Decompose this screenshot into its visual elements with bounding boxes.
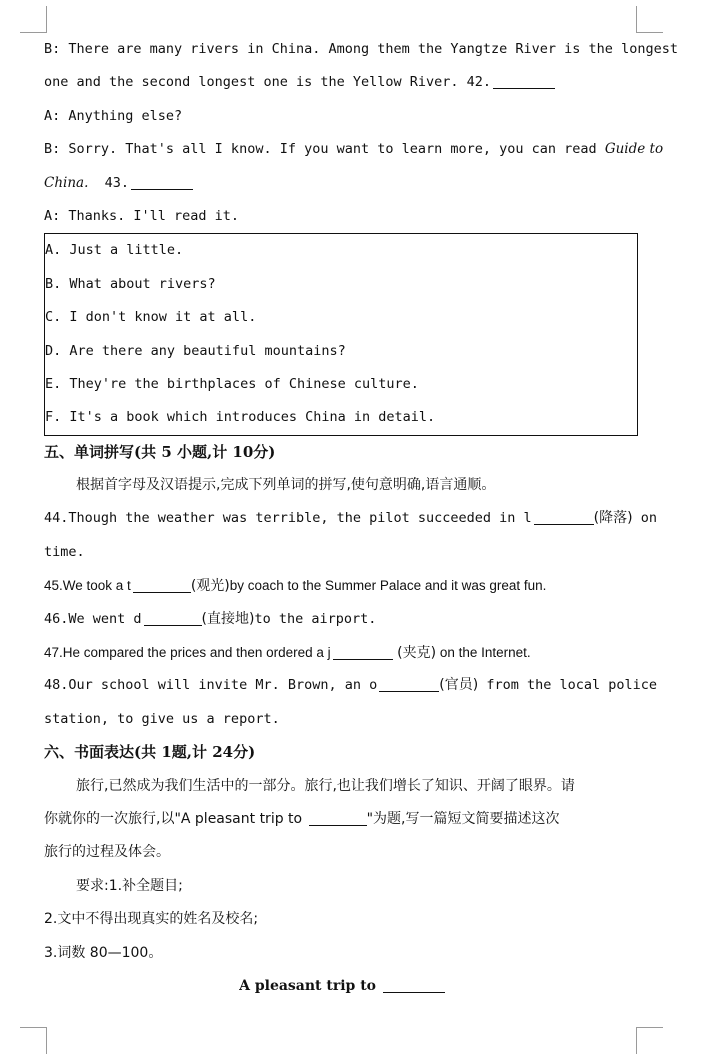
question-44: [44, 502, 657, 535]
question-text: 46.We went d: [44, 610, 142, 627]
chinese-hint: (降落): [593, 510, 633, 527]
chinese-hint: (夹克): [392, 645, 437, 662]
answer-blank-46[interactable]: [144, 611, 202, 626]
question-text: 44.Though the weather was terrible, the pilot succeeded in l: [44, 510, 532, 527]
crop-mark-bottom-right: [636, 1027, 663, 1054]
dialogue-text: B: Sorry. That's all I know. If you want to learn more, you can read: [44, 141, 605, 158]
section6-paragraph: [44, 803, 640, 836]
dialogue-line: [44, 167, 640, 200]
question-text: by coach to the Summer Palace and it was great fun.: [229, 578, 547, 594]
essay-title-text: A pleasant trip to: [239, 977, 377, 994]
paragraph-text: 你就你的一次旅行,以"A pleasant trip to: [44, 810, 307, 827]
answer-blank-48[interactable]: [379, 678, 439, 693]
requirement-3: 3.词数 80—100。: [44, 944, 163, 961]
section5-heading: 五、单词拼写(共 5 小题,计 10分): [44, 442, 276, 461]
essay-title: [44, 970, 640, 1003]
dialogue-line: B: There are many rivers in China. Among them the Yangtze River is the longest: [44, 41, 678, 57]
question-48-cont: station, to give us a report.: [44, 710, 280, 727]
options-box: [44, 233, 638, 435]
dialogue-line: [44, 133, 664, 166]
question-45: [44, 569, 640, 602]
chinese-hint: (直接地): [201, 610, 255, 627]
question-text: 47.He compared the prices and then ordered a j: [44, 645, 331, 661]
paragraph-text: "为题,写一篇短文简要描述这次: [366, 810, 560, 827]
option-item: D. Are there any beautiful mountains?: [45, 342, 346, 359]
title-blank[interactable]: [309, 811, 367, 826]
answer-blank-45[interactable]: [133, 579, 191, 594]
dialogue-line: A: Thanks. I'll read it.: [44, 207, 240, 224]
exam-page: [44, 33, 678, 1003]
question-48: [44, 669, 657, 702]
question-46: [44, 603, 640, 636]
answer-blank-44[interactable]: [534, 511, 594, 526]
question-text: 48.Our school will invite Mr. Brown, an o: [44, 677, 378, 694]
question-44-cont: time.: [44, 543, 85, 560]
option-item: C. I don't know it at all.: [45, 309, 257, 326]
option-item: F. It's a book which introduces China in detail.: [45, 409, 436, 426]
option-item: B. What about rivers?: [45, 275, 216, 292]
dialogue-line: [44, 66, 640, 99]
dialogue-text: 43.: [104, 174, 130, 191]
question-text: on: [632, 510, 657, 527]
dialogue-line: A: Anything else?: [44, 107, 183, 124]
section6-paragraph: 旅行,已然成为我们生活中的一部分。旅行,也让我们增长了知识、开阔了眼界。请: [76, 777, 575, 794]
section6-paragraph: 旅行的过程及体会。: [44, 844, 170, 861]
answer-blank-47[interactable]: [333, 646, 393, 661]
question-47: [44, 636, 640, 669]
crop-mark-top-left: [20, 6, 47, 33]
answer-blank-42[interactable]: [493, 75, 555, 90]
question-text: from the local police: [478, 677, 657, 694]
book-title: China.: [44, 174, 89, 191]
question-text: on the Internet.: [436, 645, 531, 661]
section5-instruction: 根据首字母及汉语提示,完成下列单词的拼写,使句意明确,语言通顺。: [76, 477, 496, 494]
requirement-1: 要求:1.补全题目;: [76, 877, 183, 894]
dialogue-text: one and the second longest one is the Yellow River. 42.: [44, 74, 492, 91]
requirement-2: 2.文中不得出现真实的姓名及校名;: [44, 911, 259, 928]
crop-mark-top-right: [636, 6, 663, 33]
question-text: 45.We took a t: [44, 578, 131, 594]
chinese-hint: (官员): [439, 677, 479, 694]
answer-blank-43[interactable]: [131, 175, 193, 190]
crop-mark-bottom-left: [20, 1027, 47, 1054]
section6-heading: 六、书面表达(共 1题,计 24分): [44, 743, 256, 762]
option-item: E. They're the birthplaces of Chinese culture.: [45, 375, 419, 392]
book-title: Guide to: [604, 141, 664, 158]
question-text: to the airport.: [254, 610, 377, 627]
chinese-hint: (观光): [190, 578, 230, 595]
essay-title-blank[interactable]: [383, 978, 445, 993]
option-item: A. Just a little.: [45, 242, 184, 259]
